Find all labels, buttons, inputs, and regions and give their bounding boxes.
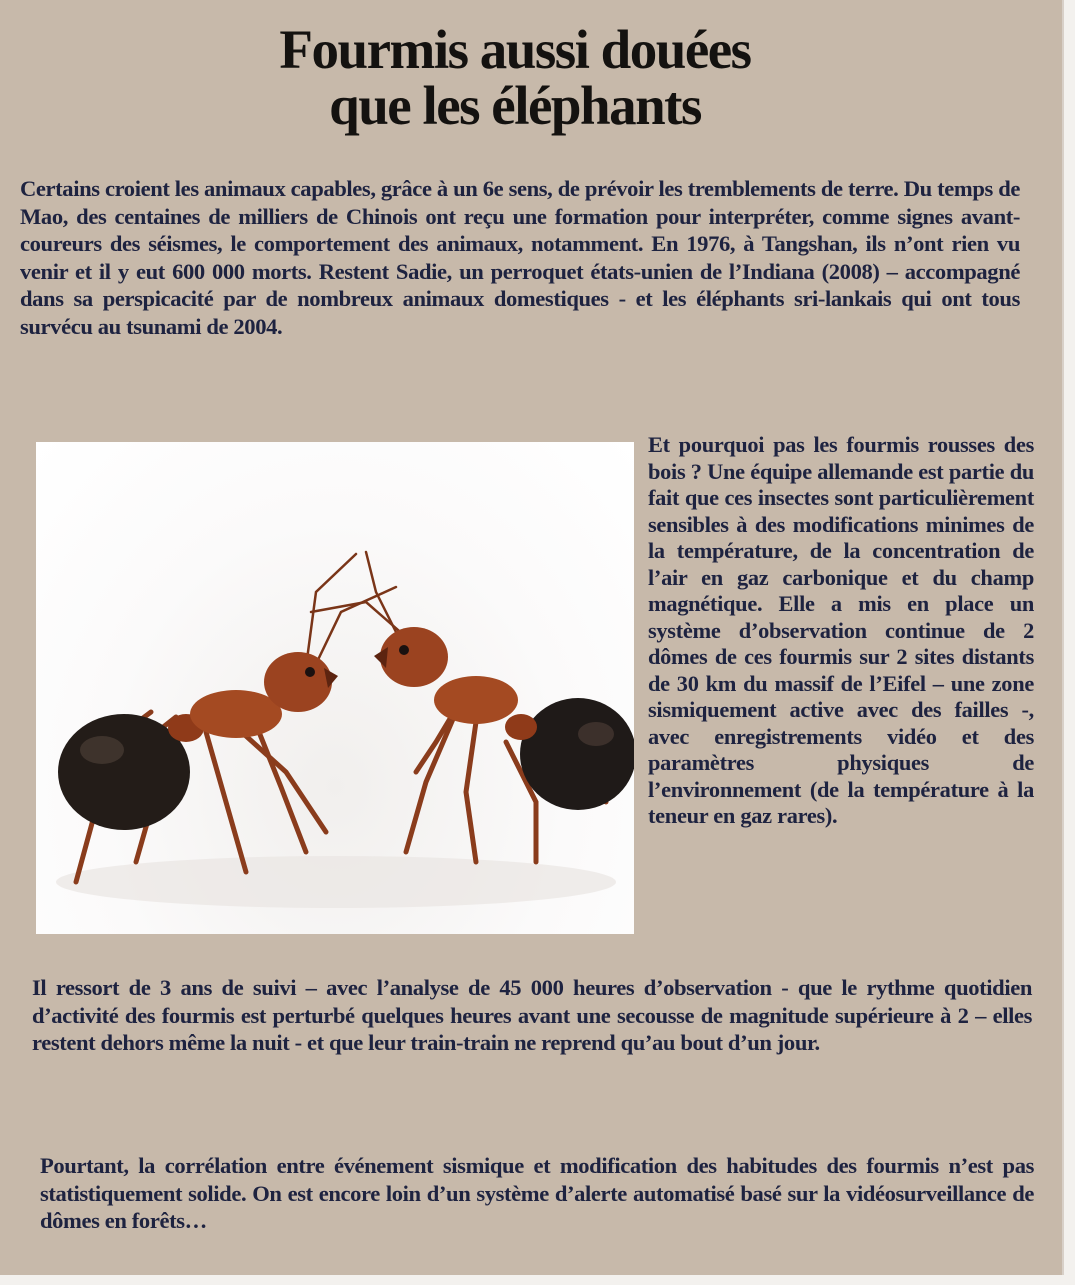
ants-illustration [36,442,634,934]
article-title [0,19,1030,136]
results-paragraph: Il ressort de 3 ans de suivi – avec l’analyse de 45 000 heures d’observation - que le rythme quotidien d’activité des fourmis est perturbé quelques heures avant une secousse de magnitude supérieure à 2 – elles restent dehors même la nuit - et que leur train-train ne reprend qu’au bout d’un jour. [32,975,1032,1056]
side-column-paragraph: Et pourquoi pas les fourmis rousses des bois ? Une équipe allemande est partie du fait que ces insectes sont particulièrement sensibles à des modifications minimes de la température, de la concentration de l’air en gaz carbonique et du champ magnétique. Elle a mis en place un système d’observation continue de 2 dômes de ces fourmis sur 2 sites distants de 30 km du massif de l’Eifel – une zone sismiquement active avec des failles -, avec enregistrements vidéo et des paramètres physiques de l’environnement (de la température à la teneur en gaz rares). [648,432,1034,828]
right-ant [311,552,634,862]
left-ant [58,554,396,882]
intro-paragraph: Certains croient les animaux capables, grâce à un 6e sens, de prévoir les tremblements de terre. Du temps de Mao, des centaines de milliers de Chinois ont reçu une formation pour interpréter, comme signes avant-coureurs des séismes, le comportement des animaux, notamment. En 1976, à Tangshan, ils n’ont rien vu venir et il y eut 600 000 morts. Restent Sadie, un perroquet états-unien de l’Indiana (2008) – accompagné dans sa perspicacité par de nombreux animaux domestiques - et les éléphants sri-lankais qui ont tous survécu au tsunami de 2004. [20,176,1020,339]
ants-photo [36,442,634,934]
title-line-1: Fourmis aussi douées [279,19,751,80]
conclusion-paragraph: Pourtant, la corrélation entre événement sismique et modification des habitudes des fourmis n’est pas statistiquement solide. On est encore loin d’un système d’alerte automatisé basé sur la vidéosurveillance de dômes en forêts… [40,1153,1034,1234]
title-line-2: que les éléphants [329,75,701,136]
